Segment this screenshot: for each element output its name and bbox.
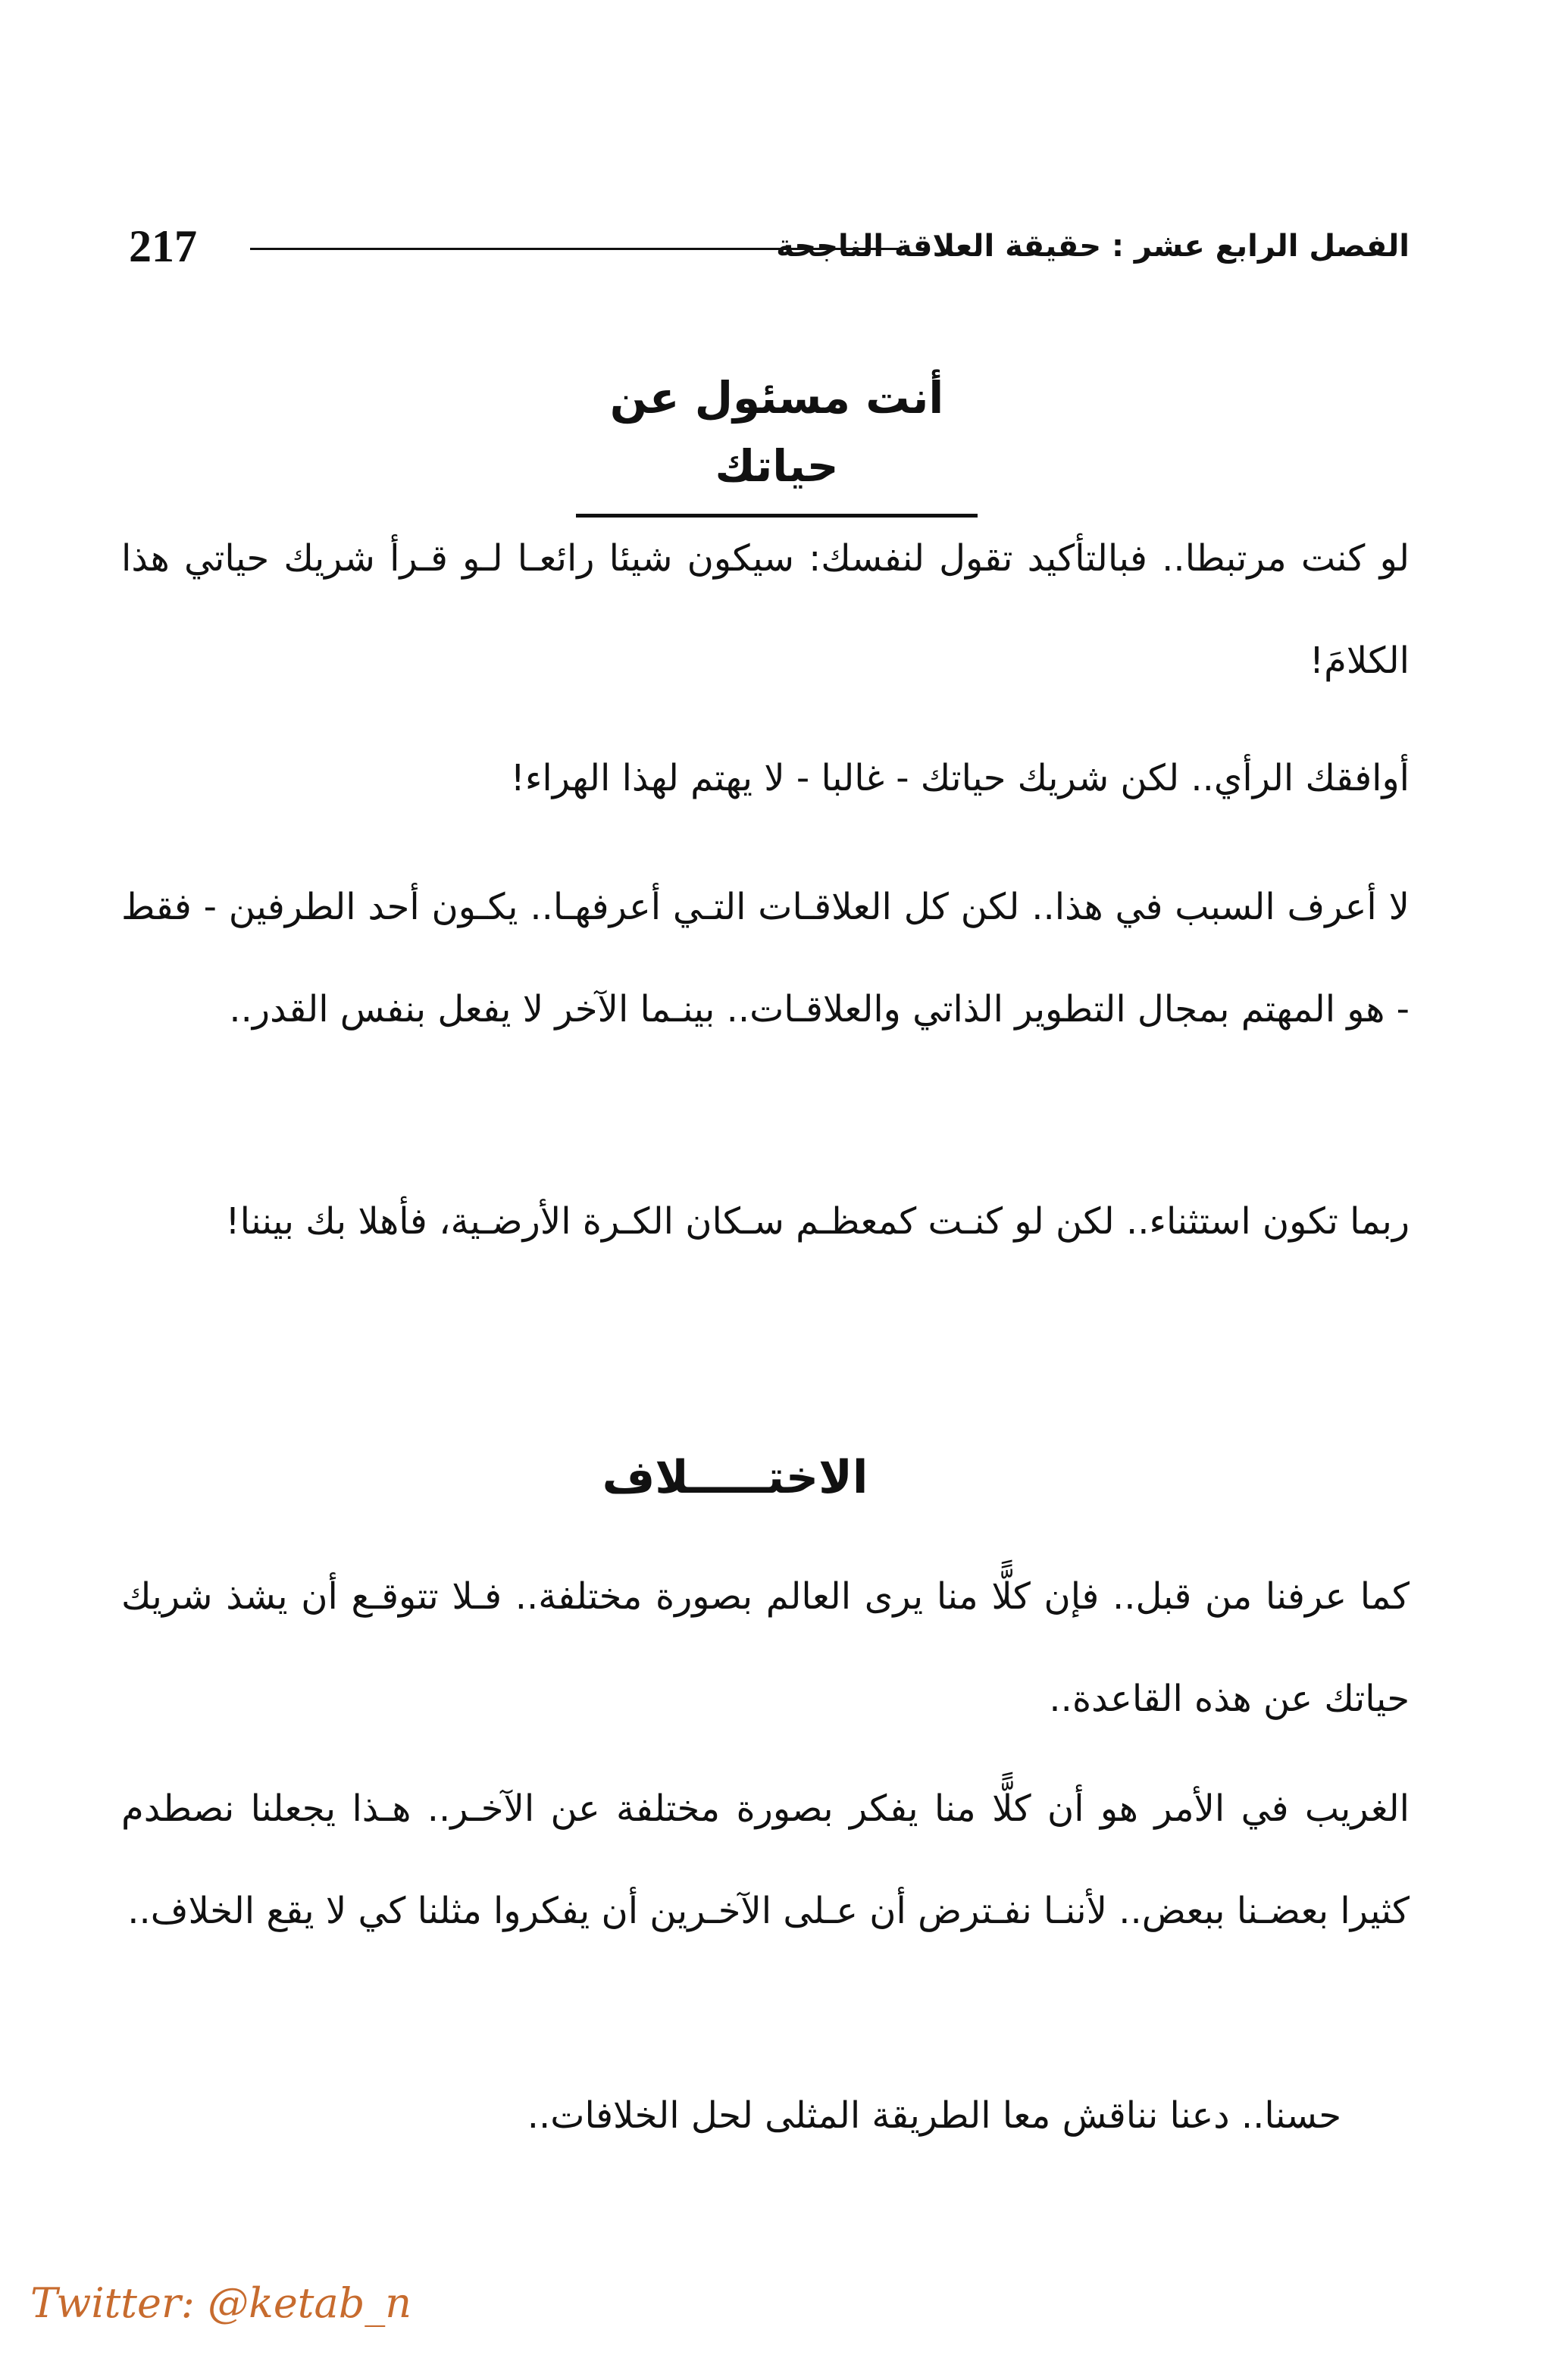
paragraph-text: كما عرفنا من قبل.. فإن كلًّا منا يرى العالم بصورة مختلفة.. فـلا تتوقـع أن يشذ شريك حياتك عن هذه القاعدة..: [121, 1575, 1410, 1720]
paragraph: [121, 508, 1410, 712]
paragraph: [121, 1546, 1410, 1750]
watermark: Twitter: @ketab_n: [30, 2279, 412, 2327]
paragraph: [121, 1171, 1410, 1273]
chapter-title: الفصل الرابع عشر : حقيقة العلاقة الناجحة: [776, 229, 1410, 264]
paragraph-text: ربما تكون استثناء.. لكن لو كنـت كمعظـم سـكان الكـرة الأرضـية، فأهلا بك بيننا!: [225, 1200, 1410, 1243]
page-number: 217: [129, 221, 197, 271]
paragraph-text: أوافقك الرأي.. لكن شريك حياتك - غالبا - لا يهتم لهذا الهراء!: [510, 757, 1410, 799]
paragraph: [121, 856, 1410, 1061]
paragraph-text: حسنا.. دعنا نناقش معا الطريقة المثلى لحل الخلافات..: [527, 2094, 1341, 2137]
paragraph-text: لو كنت مرتبطا.. فبالتأكيد تقول لنفسك: سيكون شيئا رائعـا لـو قـرأ شريك حياتي هذا الكلامَ!: [121, 537, 1410, 682]
running-header: [129, 216, 1410, 277]
paragraph-text: الغريب في الأمر هو أن كلًّا منا يفكر بصورة مختلفة عن الآخـر.. هـذا يجعلنا نصطدم كثيرا بعضـنا ببعض.. لأننـا نفـترض أن عـلى الآخـرين أن يفكروا مثلنا كي لا يقع الخلاف..: [121, 1787, 1410, 1932]
paragraph: [121, 2065, 1410, 2167]
paragraph: [121, 1758, 1410, 1962]
paragraph: [121, 727, 1410, 830]
section-heading-difference: الاختـــــلاف: [602, 1451, 868, 1504]
section-heading-responsibility: أنت مسئول عن حياتك: [576, 364, 978, 518]
paragraph-text: لا أعرف السبب في هذا.. لكن كل العلاقـات التـي أعرفهـا.. يكـون أحد الطرفين - فقط - هو المهتم بمجال التطوير الذاتي والعلاقـات.. بينـما الآخر لا يفعل بنفس القدر..: [121, 886, 1410, 1030]
